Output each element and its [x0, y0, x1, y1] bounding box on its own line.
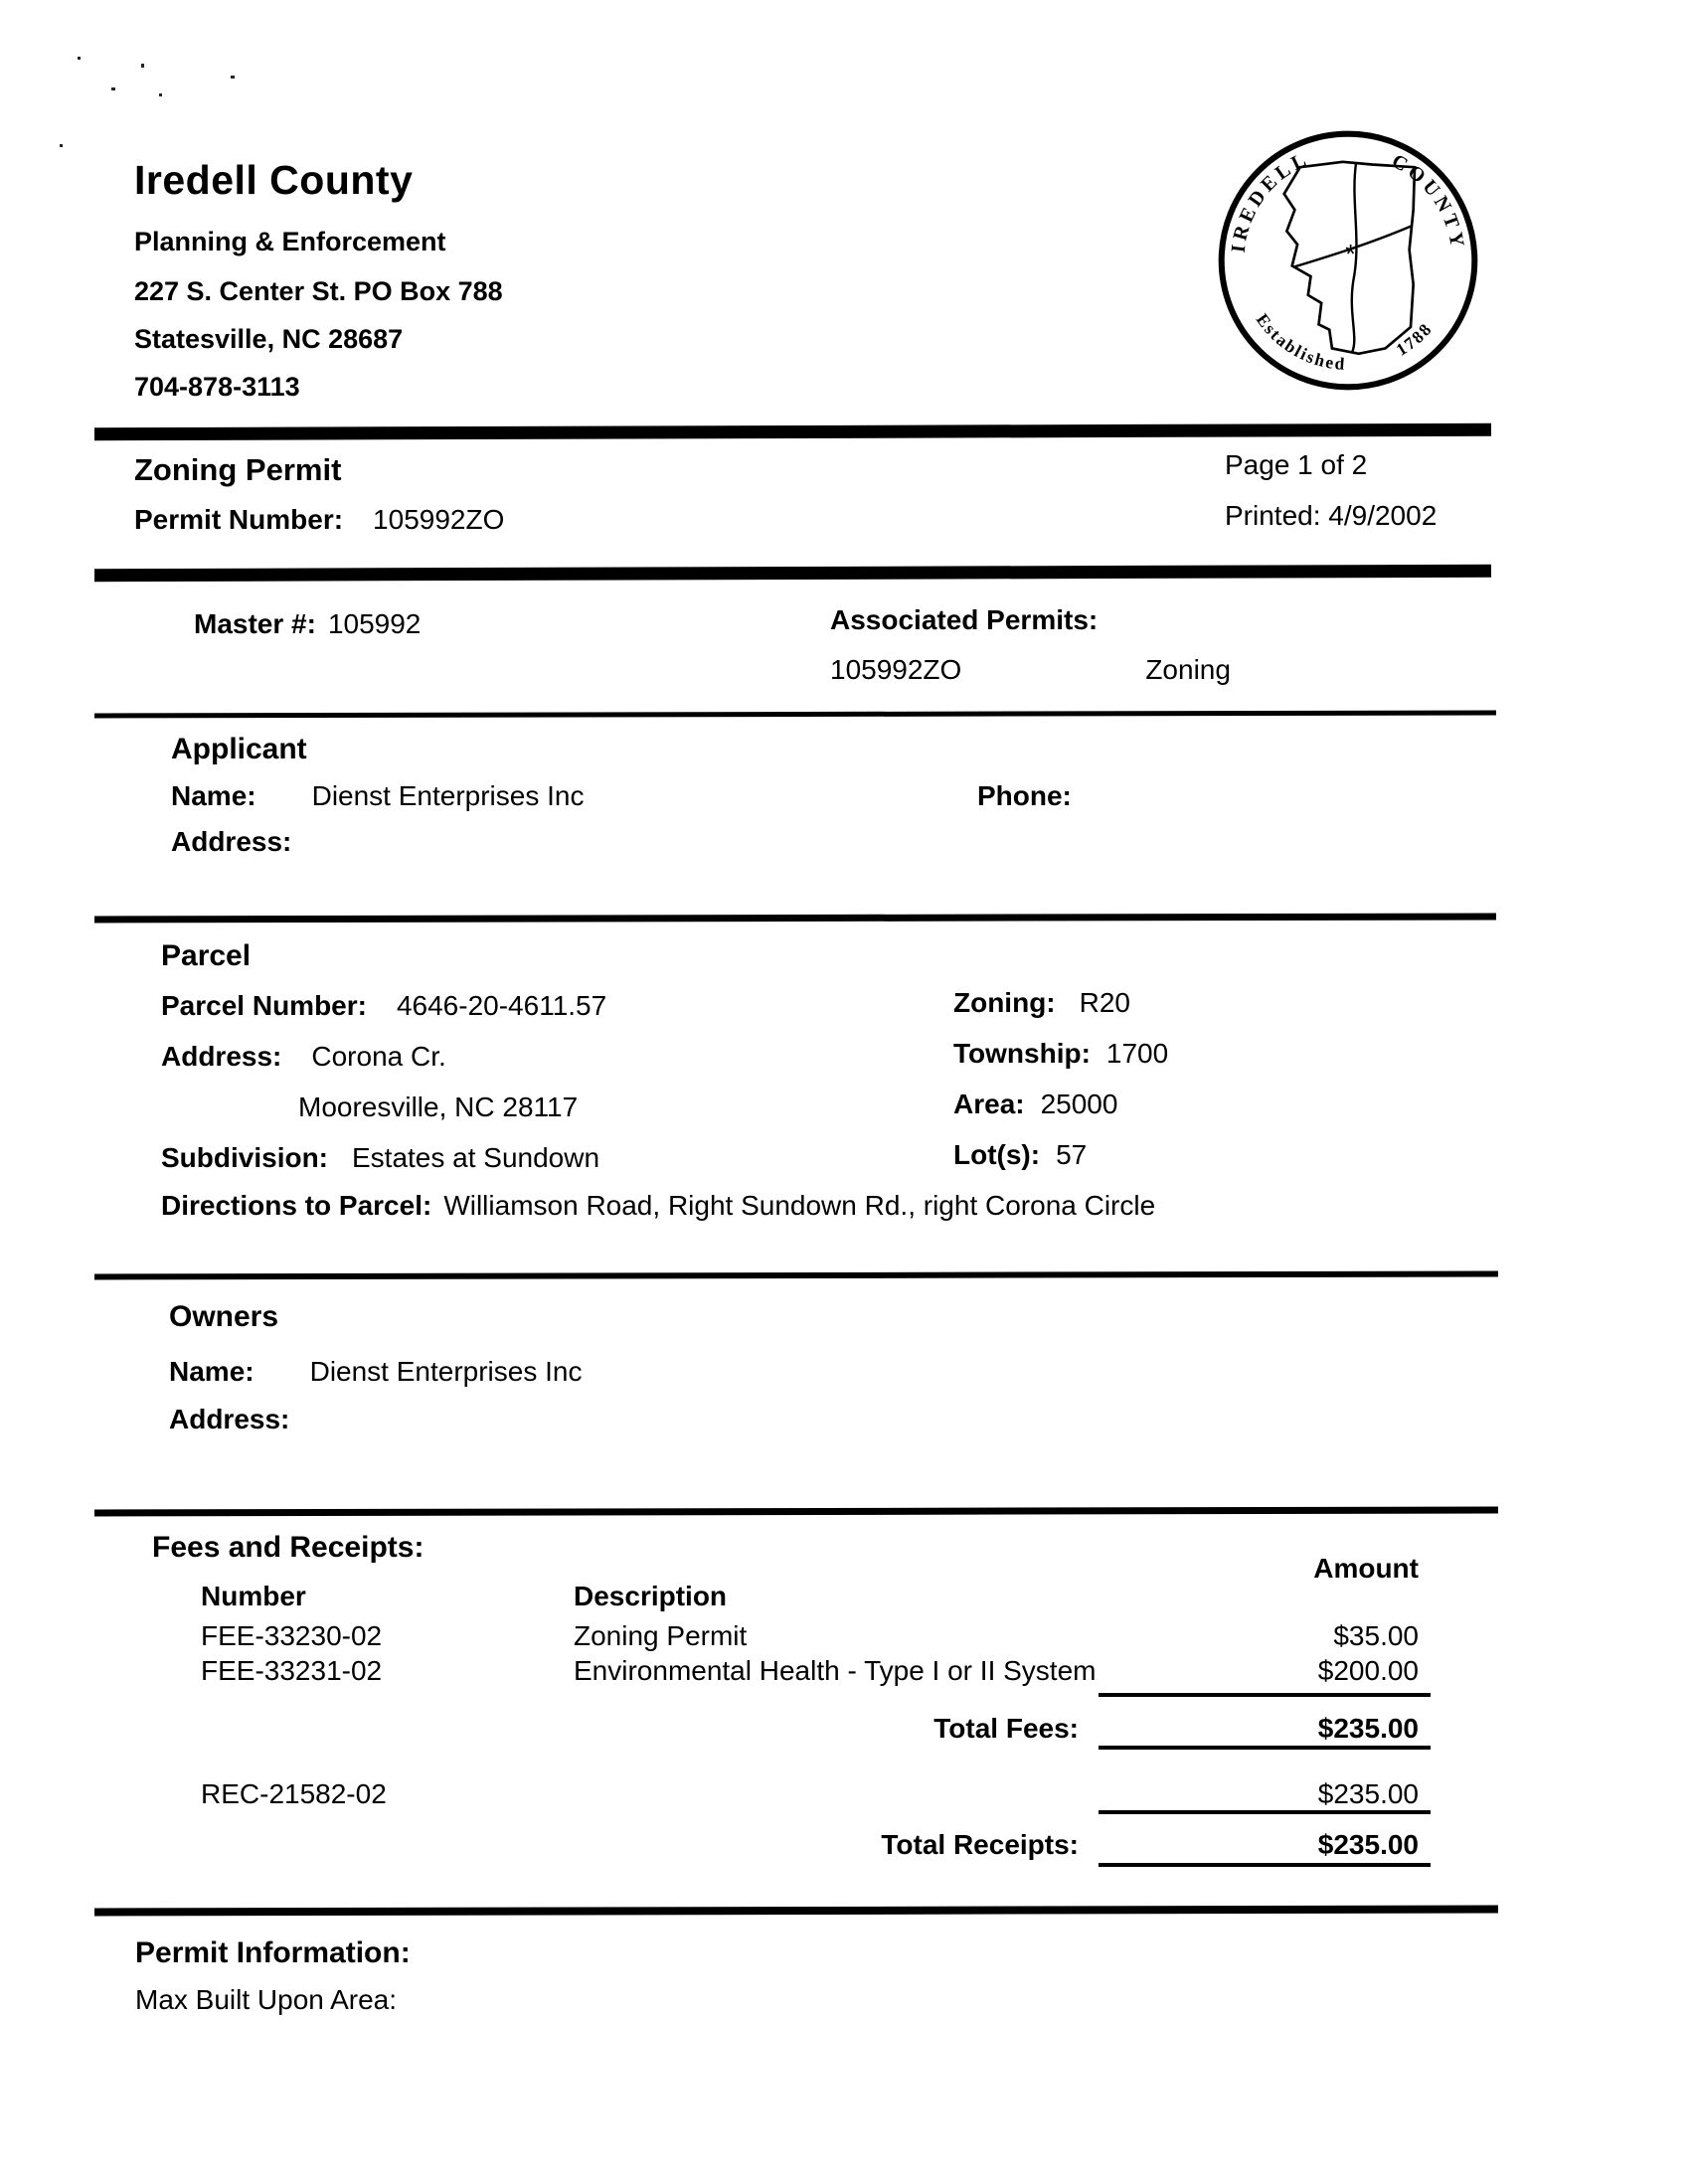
owners-name-value: Dienst Enterprises Inc	[309, 1356, 583, 1387]
svg-text:Established	[1253, 310, 1347, 374]
parcel-address-value: Corona Cr.	[311, 1041, 446, 1072]
master-number-label: Master #:	[194, 608, 316, 639]
divider-thick-2	[94, 565, 1491, 582]
permit-number-row	[134, 504, 504, 536]
divider-after-master	[94, 711, 1496, 719]
parcel-section-title: Parcel	[161, 939, 252, 972]
fees-col-amount: Amount	[1313, 1553, 1419, 1584]
applicant-name-label: Name:	[171, 780, 256, 811]
fee-description: Zoning Permit	[574, 1620, 748, 1651]
parcel-directions-value: Williamson Road, Right Sundown Rd., right Corona Circle	[443, 1190, 1156, 1221]
applicant-name-row	[171, 780, 584, 812]
fee-amount: $35.00	[1333, 1620, 1419, 1651]
scan-artifact	[111, 87, 115, 90]
parcel-directions-row	[161, 1190, 1155, 1222]
applicant-phone-label: Phone:	[977, 780, 1072, 811]
parcel-subdivision-label: Subdivision:	[161, 1142, 328, 1173]
total-receipts-value: $235.00	[1317, 1829, 1419, 1860]
fees-section-title: Fees and Receipts:	[152, 1531, 424, 1564]
parcel-directions-label: Directions to Parcel:	[161, 1190, 432, 1221]
total-fees-label: Total Fees:	[933, 1713, 1079, 1744]
page-indicator: Page 1 of 2	[1225, 449, 1368, 480]
fee-number: FEE-33231-02	[201, 1655, 383, 1686]
fees-col-number: Number	[201, 1581, 306, 1611]
master-number-value: 105992	[327, 608, 422, 639]
permit-number-label: Permit Number:	[134, 504, 344, 535]
divider-after-owners	[94, 1507, 1498, 1517]
scan-artifact	[231, 76, 235, 79]
receipt-number: REC-21582-02	[201, 1778, 387, 1809]
max-built-label: Max Built Upon Area:	[135, 1984, 398, 2015]
total-fees-value: $235.00	[1317, 1713, 1419, 1744]
permit-info-section-title: Permit Information:	[135, 1936, 411, 1969]
county-seal	[1215, 127, 1481, 394]
county-seat-star: *	[1345, 239, 1356, 269]
applicant-name-value: Dienst Enterprises Inc	[311, 780, 585, 811]
phone-number: 704-878-3113	[134, 372, 300, 402]
fee-number: FEE-33230-02	[201, 1620, 383, 1651]
parcel-lots-row	[953, 1139, 1087, 1171]
city-state-zip: Statesville, NC 28687	[134, 324, 404, 354]
street-address: 227 S. Center St. PO Box 788	[134, 276, 503, 306]
parcel-area-row	[953, 1089, 1117, 1120]
parcel-township-row	[953, 1038, 1168, 1070]
fees-underline	[1099, 1746, 1431, 1750]
parcel-lots-value: 57	[1056, 1139, 1088, 1170]
org-name: Iredell County	[134, 157, 414, 203]
fees-underline	[1099, 1693, 1431, 1697]
associated-permit-row	[830, 654, 1231, 686]
parcel-lots-label: Lot(s):	[953, 1139, 1041, 1170]
applicant-address-row	[171, 826, 305, 858]
receipt-amount: $235.00	[1317, 1778, 1419, 1809]
owners-address-row	[169, 1404, 303, 1435]
fees-underline	[1099, 1810, 1431, 1814]
parcel-number-label: Parcel Number:	[161, 990, 367, 1021]
scan-artifact	[78, 57, 81, 60]
parcel-number-row	[161, 990, 606, 1022]
parcel-number-value: 4646-20-4611.57	[396, 990, 607, 1021]
parcel-address-label: Address:	[161, 1041, 282, 1072]
owners-address-label: Address:	[169, 1404, 290, 1434]
fees-underline	[1099, 1863, 1431, 1867]
owners-name-row	[169, 1356, 582, 1388]
printed-date: Printed: 4/9/2002	[1225, 500, 1438, 531]
owners-section-title: Owners	[169, 1300, 279, 1333]
seal-text-established: Established	[1252, 309, 1348, 374]
dept-name: Planning & Enforcement	[134, 227, 446, 256]
fees-col-description: Description	[574, 1581, 728, 1611]
parcel-zoning-label: Zoning:	[953, 987, 1056, 1018]
scan-artifact	[141, 64, 144, 68]
seal-text-iredell: IREDELL	[1227, 147, 1313, 254]
divider-thick-top	[94, 423, 1491, 440]
applicant-section-title: Applicant	[171, 733, 307, 765]
scan-artifact	[159, 93, 162, 96]
owners-name-label: Name:	[169, 1356, 254, 1387]
doc-title: Zoning Permit	[134, 452, 342, 487]
max-built-row	[135, 1984, 411, 2016]
parcel-township-value: 1700	[1105, 1038, 1169, 1069]
divider-after-parcel	[94, 1271, 1498, 1280]
fee-description: Environmental Health - Type I or II System	[574, 1655, 1097, 1686]
parcel-subdivision-value: Estates at Sundown	[352, 1142, 600, 1173]
divider-before-permit-info	[94, 1906, 1498, 1917]
master-number-row	[194, 608, 421, 640]
total-receipts-label: Total Receipts:	[881, 1829, 1079, 1860]
seal-text-county: COUNTY	[1388, 150, 1469, 252]
scan-artifact	[60, 144, 63, 147]
seal-text-1788: 1788	[1392, 318, 1437, 360]
parcel-address-row	[161, 1041, 446, 1073]
associated-permits-label: Associated Permits:	[830, 604, 1099, 635]
associated-permit-number: 105992ZO	[830, 654, 962, 685]
parcel-subdivision-row	[161, 1142, 599, 1174]
permit-number-value: 105992ZO	[373, 504, 505, 535]
divider-after-applicant	[94, 914, 1496, 924]
associated-permit-type: Zoning	[1145, 654, 1231, 685]
parcel-zoning-value: R20	[1079, 987, 1130, 1018]
parcel-zoning-row	[953, 987, 1130, 1019]
parcel-city-line: Mooresville, NC 28117	[298, 1092, 579, 1122]
parcel-township-label: Township:	[953, 1038, 1091, 1069]
fee-amount: $200.00	[1317, 1655, 1419, 1686]
parcel-area-value: 25000	[1040, 1089, 1118, 1119]
applicant-address-label: Address:	[171, 826, 292, 857]
parcel-area-label: Area:	[953, 1089, 1025, 1119]
